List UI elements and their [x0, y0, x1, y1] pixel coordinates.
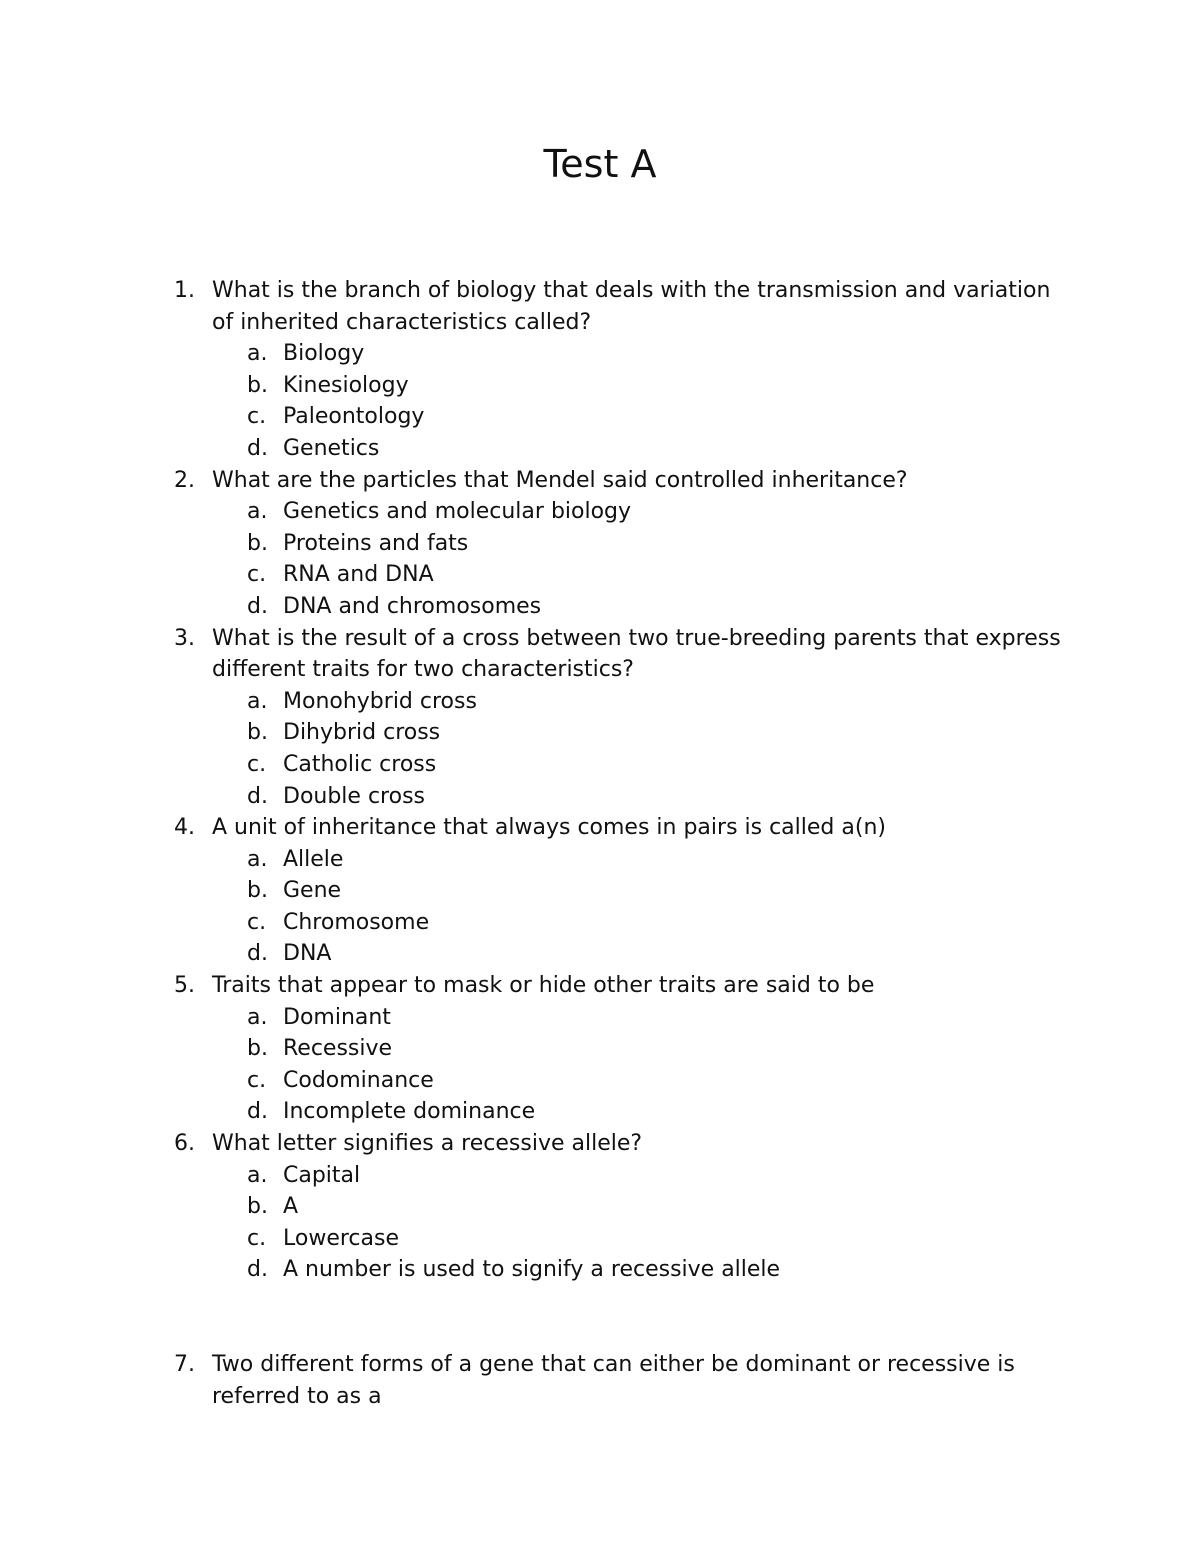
option-text: DNA and chromosomes: [283, 593, 542, 619]
page-title: Test A: [543, 142, 657, 186]
question-text: Two different forms of a gene that can either be dominant or recessive is referred to as a: [212, 1352, 1015, 1409]
answer-option: [0, 559, 1200, 591]
option-text: Proteins and fats: [283, 530, 469, 556]
answer-option: [0, 401, 1200, 433]
option-letter: b.: [247, 372, 268, 398]
option-text: Codominance: [283, 1067, 434, 1093]
answer-option: [0, 528, 1200, 560]
option-text: DNA: [283, 941, 332, 967]
question-number: 1.: [174, 278, 195, 303]
option-text: A number is used to signify a recessive allele: [283, 1257, 781, 1283]
question-number: 7.: [174, 1352, 195, 1377]
answer-option: [0, 433, 1200, 465]
question-item: [0, 970, 1200, 1128]
answer-option: [0, 370, 1200, 402]
option-letter: b.: [247, 720, 268, 746]
option-letter: a.: [247, 1004, 268, 1030]
answer-option: [0, 844, 1200, 876]
question-number: 4.: [174, 815, 195, 841]
question-number: 5.: [174, 973, 195, 999]
question-item: [0, 1349, 1200, 1412]
page-gap: [0, 1286, 1200, 1349]
answer-option: [0, 338, 1200, 370]
question-text: What are the particles that Mendel said controlled inheritance?: [212, 467, 908, 493]
question-text: Traits that appear to mask or hide other traits are said to be: [212, 973, 875, 999]
answer-option: [0, 591, 1200, 623]
answer-option: [0, 1065, 1200, 1097]
option-text: RNA and DNA: [283, 562, 434, 588]
question-number: 2.: [174, 467, 195, 493]
option-text: Allele: [283, 846, 344, 872]
option-text: Capital: [283, 1162, 361, 1188]
option-text: Catholic cross: [283, 751, 437, 777]
answer-option: [0, 875, 1200, 907]
question-text: What is the result of a cross between two true-breeding parents that express different traits for two characteristics?: [212, 625, 1061, 683]
option-letter: a.: [247, 688, 268, 714]
answer-option: [0, 686, 1200, 718]
option-text: Dihybrid cross: [283, 720, 441, 746]
question-item: [0, 275, 1200, 465]
option-letter: d.: [247, 941, 268, 967]
option-text: Biology: [283, 341, 365, 367]
option-text: Recessive: [283, 1036, 393, 1062]
option-text: Paleontology: [283, 404, 425, 430]
option-letter: c.: [247, 909, 267, 935]
option-text: Incomplete dominance: [283, 1099, 536, 1125]
option-text: Genetics: [283, 435, 380, 461]
option-text: Genetics and molecular biology: [283, 499, 632, 525]
answer-option: [0, 749, 1200, 781]
answer-option: [0, 717, 1200, 749]
option-letter: d.: [247, 435, 268, 461]
answer-option: [0, 1254, 1200, 1286]
option-letter: a.: [247, 1162, 268, 1188]
option-text: Gene: [283, 878, 342, 904]
answer-option: [0, 1002, 1200, 1034]
option-letter: d.: [247, 593, 268, 619]
option-letter: c.: [247, 1225, 267, 1251]
answer-option: [0, 1033, 1200, 1065]
option-text: Dominant: [283, 1004, 391, 1030]
option-letter: b.: [247, 530, 268, 556]
answer-option: [0, 938, 1200, 970]
question-item: [0, 465, 1200, 623]
answer-option: [0, 1191, 1200, 1223]
option-text: Double cross: [283, 783, 425, 809]
option-letter: d.: [247, 1257, 268, 1283]
question-item: [0, 1128, 1200, 1286]
option-letter: d.: [247, 1099, 268, 1125]
option-letter: a.: [247, 341, 268, 367]
option-letter: a.: [247, 499, 268, 525]
answer-option: [0, 1160, 1200, 1192]
answer-option: [0, 1223, 1200, 1255]
option-letter: c.: [247, 404, 267, 430]
option-letter: b.: [247, 878, 268, 904]
question-text: What letter signifies a recessive allele?: [212, 1131, 643, 1157]
answer-option: [0, 1096, 1200, 1128]
option-letter: d.: [247, 783, 268, 809]
question-list: [0, 275, 1200, 1412]
question-text: What is the branch of biology that deals with the transmission and variation of inherited characteristics called?: [212, 278, 1051, 335]
option-text: Chromosome: [283, 909, 430, 935]
question-number: 3.: [174, 625, 195, 651]
answer-option: [0, 496, 1200, 528]
option-letter: a.: [247, 846, 268, 872]
answer-option: [0, 907, 1200, 939]
option-text: Kinesiology: [283, 372, 409, 398]
question-item: [0, 812, 1200, 970]
option-letter: b.: [247, 1036, 268, 1062]
option-letter: c.: [247, 751, 267, 777]
question-text: A unit of inheritance that always comes in pairs is called a(n): [212, 815, 886, 841]
option-letter: c.: [247, 562, 267, 588]
question-number: 6.: [174, 1131, 195, 1157]
question-item: [0, 623, 1200, 813]
option-text: Lowercase: [283, 1225, 399, 1251]
option-text: Monohybrid cross: [283, 688, 477, 714]
option-text: A: [283, 1194, 299, 1220]
answer-option: [0, 781, 1200, 813]
option-letter: c.: [247, 1067, 267, 1093]
option-letter: b.: [247, 1194, 268, 1220]
